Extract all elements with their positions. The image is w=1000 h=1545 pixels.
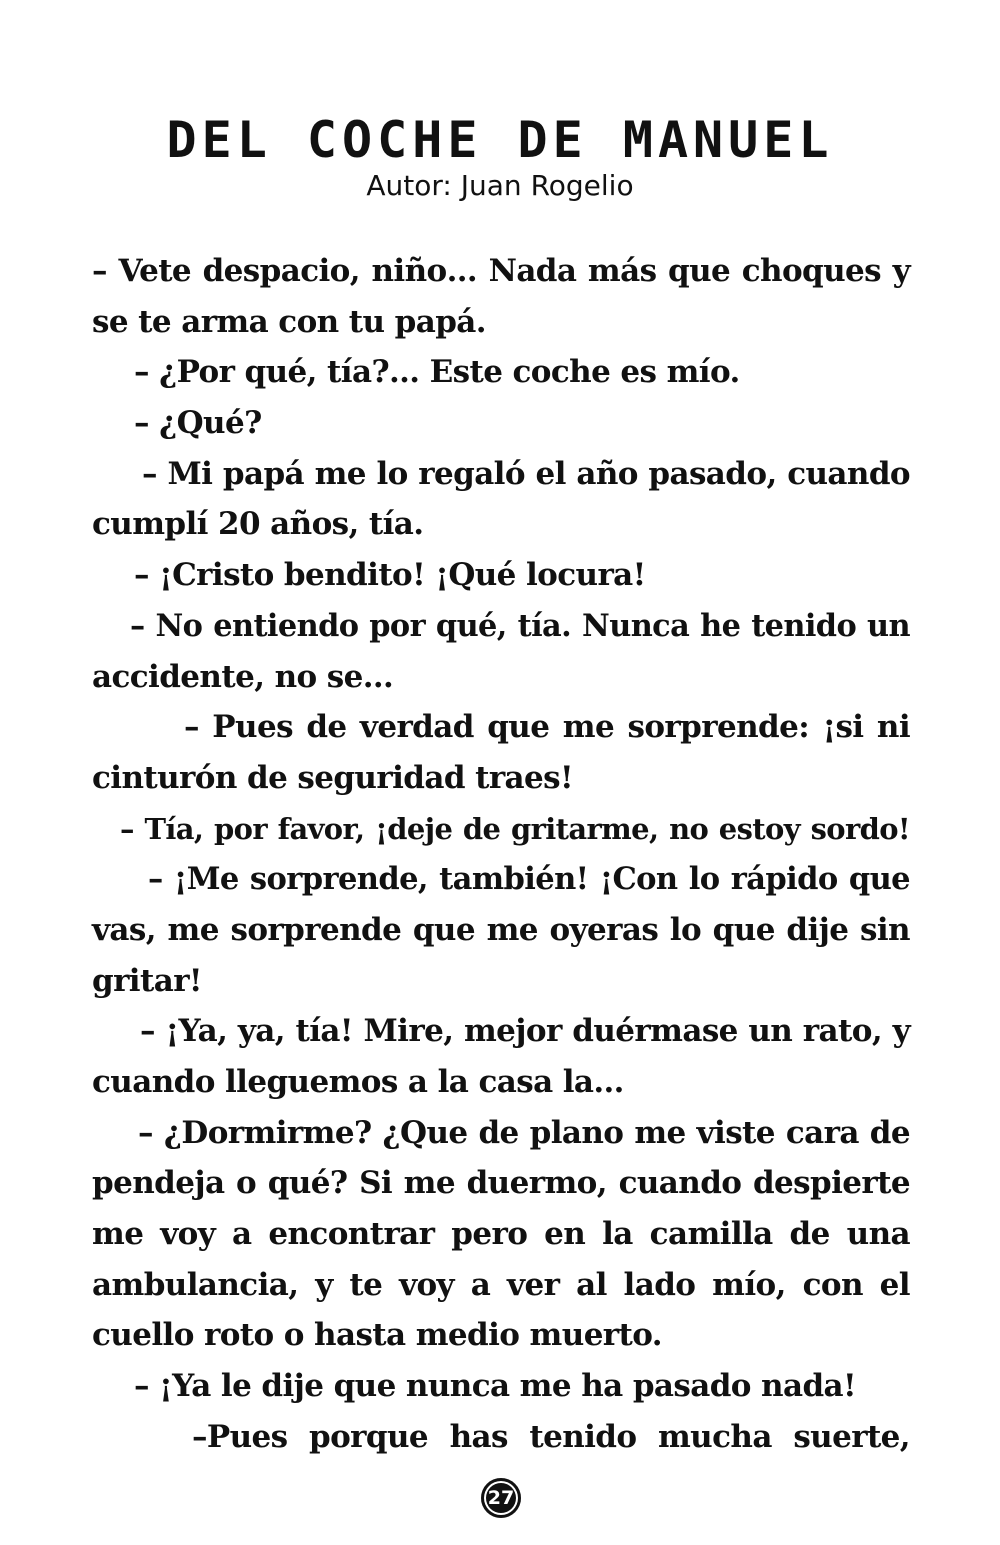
text-line: – Pues de verdad que me sorprende: ¡si ni bbox=[184, 709, 910, 746]
text-line: – Mi papá me lo regaló el año pasado, cuando bbox=[142, 455, 910, 492]
text-line: gritar! bbox=[92, 962, 202, 999]
text-line: – ¡Ya le dije que nunca me ha pasado nada! bbox=[134, 1368, 857, 1405]
text-line: me voy a encontrar pero en la camilla de una bbox=[92, 1216, 910, 1253]
text-line: cinturón de seguridad traes! bbox=[92, 759, 574, 796]
text-line: – ¿Dormirme? ¿Que de plano me viste cara de bbox=[138, 1114, 910, 1151]
text-line: –Pues porque has tenido mucha suerte, bbox=[192, 1418, 910, 1455]
text-line: cumplí 20 años, tía. bbox=[92, 506, 424, 543]
chapter-title: DEL COCHE DE MANUEL bbox=[166, 111, 834, 169]
text-line: vas, me sorprende que me oyeras lo que dije sin bbox=[92, 911, 910, 948]
page-number-badge: 27 bbox=[481, 1478, 521, 1518]
text-line: pendeja o qué? Si me duermo, cuando despierte bbox=[92, 1165, 910, 1202]
text-line: se te arma con tu papá. bbox=[92, 303, 486, 340]
author-line: Autor: Juan Rogelio bbox=[366, 169, 634, 202]
text-line: cuello roto o hasta medio muerto. bbox=[92, 1317, 662, 1354]
text-line: – ¡Ya, ya, tía! Mire, mejor duérmase un rato, y bbox=[140, 1013, 910, 1050]
text-line: accidente, no se… bbox=[92, 658, 394, 695]
text-line: – No entiendo por qué, tía. Nunca he tenido un bbox=[130, 607, 910, 644]
text-line: – ¿Qué? bbox=[134, 405, 262, 442]
story-text bbox=[92, 246, 910, 1463]
text-line: cuando lleguemos a la casa la… bbox=[92, 1064, 624, 1100]
text-line: – Tía, por favor, ¡deje de gritarme, no estoy sordo! bbox=[120, 811, 910, 846]
text-line: ambulancia, y te voy a ver al lado mío, con el bbox=[92, 1266, 910, 1303]
text-line: – ¿Por qué, tía?… Este coche es mío. bbox=[134, 354, 740, 391]
text-line: – Vete despacio, niño… Nada más que choques y bbox=[92, 253, 910, 289]
text-line: – ¡Me sorprende, también! ¡Con lo rápido que bbox=[148, 861, 910, 898]
text-line: – ¡Cristo bendito! ¡Qué locura! bbox=[134, 557, 646, 594]
